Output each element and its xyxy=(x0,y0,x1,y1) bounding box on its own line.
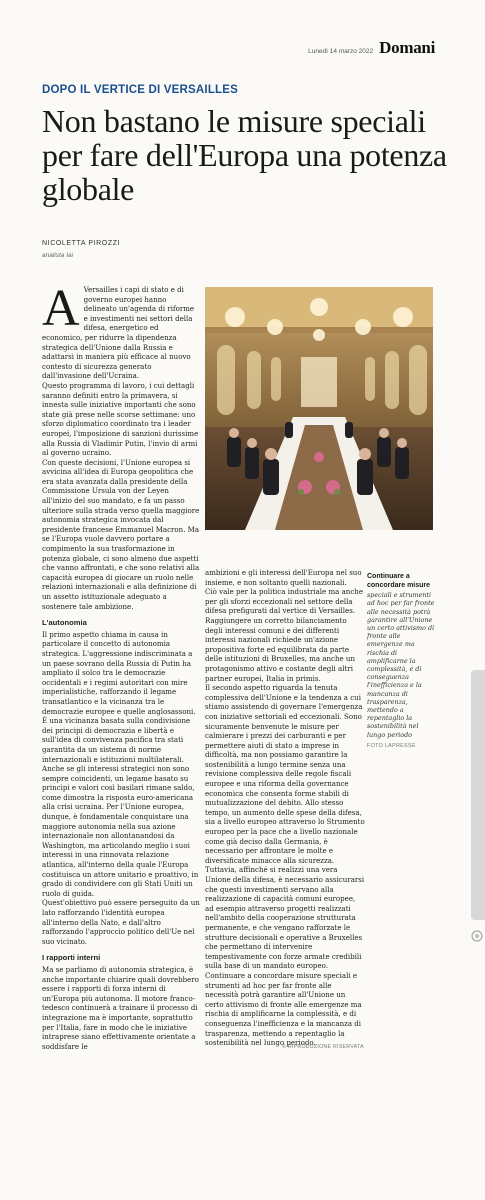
author-role: analista Iai xyxy=(42,252,74,259)
paragraph: Ma se parliamo di autonomia strategica, è anche importante chiarire quali dovrebbero essere i rapporti di forza interni di un'Europa più autonoma. Il motore franco-tedesco continuerà a trainare il processo di integrazione ma è importante, soprattutto per l'Italia, fare in modo che le iniziative intraprese siano effettivamente orientate a soddisfare le xyxy=(42,964,199,1051)
versailles-summit-photo xyxy=(205,287,433,530)
paragraph: Ciò vale per la politica industriale ma anche per gli sforzi eccezionali nel settore della difesa prefigurati dal vertice di Versailles. Raggiungere un corretto bilanciamento degli interessi comuni e dei differenti interessi nazionali richiede un'azione propositiva forte ed equilibrata da parte delle istituzioni di Bruxelles, ma anche un protagonismo attivo e costante degli altri partner europei, Italia in primis. xyxy=(205,587,363,683)
caption-body: speciali e strumenti ad hoc per far fronte alle necessità potrà garantire all'Unione un certo attivismo di fronte alle emergenze ma rischia di amplificarne la complessità, e di conseguenza l'inefficienza e la mancanza di trasparenza, mettendo a repentaglio la sostenibilità nel lungo periodo xyxy=(367,591,435,739)
article-headline: Non bastano le misure speciali per fare dell'Europa una potenza globale xyxy=(42,103,447,207)
article-kicker: DOPO IL VERTICE DI VERSAILLES xyxy=(42,84,239,96)
photo-credit: FOTO LAPRESSE xyxy=(367,742,416,749)
caption-title: Continuare a concordare misure xyxy=(367,573,431,589)
masthead xyxy=(308,38,435,58)
paragraph: Tuttavia, affinché si realizzi una vera Unione della difesa, è necessario assicurarsi che questi investimenti servano alla realizzazione di capacità comuni europee, ad esempio attraverso progetti realizzati nell'ambito della cooperazione strutturata permanente, e che vengano rafforzate le strutture decisionali e operative a Bruxelles che permettano di intervenire tempestivamente con forze armate credibili sulla base di un mandato europeo. Continuare a concordare misure speciali e strumenti ad hoc per far fronte alle necessità potrà garantire all'Unione un certo attivismo di fronte alle emergenze ma rischia di amplificarne la complessità, e di conseguenza l'inefficienza e la mancanza di trasparenza, mettendo a repentaglio la sostenibilità nel lungo periodo. xyxy=(205,865,365,1048)
article-author: NICOLETTA PIROZZI xyxy=(42,240,121,247)
subhead-autonomia: L'autonomia xyxy=(42,618,87,628)
paragraph: Il primo aspetto chiama in causa in particolare il concetto di autonomia strategica. L'aggressione indiscriminata a un paese sovrano della Russia di Putin ha ampliato il solco tra le democrazie occidentali e i regimi autoritari con mire imperialistiche, rafforzando il legame transatlantico e la vicinanza tra le democrazie europee e quelle anglosassoni. È una vicinanza basata sulla condivisione dei principi di democrazia e libertà e sull'idea di convivenza pacifica tra stati garantita da un sistema di norme internazionali e istituzioni multilaterali. xyxy=(42,629,196,764)
paragraph: Anche se gli interessi strategici non sono sempre coincidenti, un legame basato su principi e valori così basilari rimane saldo, come dimostra la risposta euro-americana alla crisi ucraina. Per l'Unione europea, dunque, è fondamentale conquistare una maggiore autonomia nella sua azione internazionale non allontanandosi da Washington, ma articolando meglio i suoi interessi in una rinnovata relazione atlantica, all'interno della quale l'Europa costituisca un attore unitario e proattivo, in grado di condividere con gli Stati Uniti un ruolo di guida. xyxy=(42,764,199,898)
copyright-notice: © RIPRODUZIONE RISERVATA xyxy=(282,1044,364,1050)
paragraph: Quest'obiettivo può essere perseguito da un lato rafforzando l'identità europea all'interno della Nato, e dall'altro rafforzando l'approccio politico dell'Ue nel suo vicinato. xyxy=(42,898,200,946)
article-column-2 xyxy=(205,568,365,1048)
drop-cap: A xyxy=(42,280,80,337)
side-scroll-tab[interactable] xyxy=(471,670,485,920)
circle-icon[interactable] xyxy=(471,930,483,942)
paragraph: ambizioni e gli interessi dell'Europa nel suo insieme, e non soltanto quelli nazionali. xyxy=(205,568,362,587)
newspaper-logo: Domani xyxy=(379,38,435,57)
paragraph: Versailles i capi di stato e di governo europei hanno delineato un'agenda di riforme e investimenti nei settori della difesa, energetico ed economico, per ridurre la dipendenza strategica dell'Unione dalla Russia e adattarsi in maniera più efficace al nuovo contesto di sicurezza generato dall'invasione dell'Ucraina. xyxy=(42,285,195,381)
photo-caption xyxy=(367,573,437,750)
photo-illustration xyxy=(205,287,433,530)
subhead-rapporti-interni: I rapporti interni xyxy=(42,953,101,963)
issue-date: Lunedì 14 marzo 2022 xyxy=(308,48,374,55)
article-column-1 xyxy=(42,280,200,1051)
paragraph: Il secondo aspetto riguarda la tenuta complessiva dell'Unione e la tendenza a cui stiamo assistendo di governare l'emergenza con iniziative settoriali ed eccezionali. Sono sicuramente benvenute le misure per calmierare i prezzi dei carburanti e per permettere aiuti di stato a imprese in difficoltà, ma non possiamo garantire la sostenibilità a lungo termine senza una revisione complessiva delle regole fiscali europee e una riforma della governance economica che consenta forme stabili di mutualizzazione del debito. Allo stesso tempo, un aumento delle spese della difesa, sia a livello europeo attraverso lo Strumento europeo per la pace che a livello nazionale come già deciso dalla Germania, è necessario per affrontare le molte e diversificate minacce alla sicurezza. xyxy=(205,683,365,865)
paragraph: Con queste decisioni, l'Unione europea si avvicina all'idea di Europa geopolitica che era stata avanzata dalla presidente della Commissione Ursula von der Leyen all'inizio del suo mandato, e fa un passo ulteriore sulla strada verso quella maggiore autonomia strategica invocata dal presidente francese Emmanuel Macron. Ma se l'Europa vuole davvero portare a compimento la sua trasformazione in potenza globale, ci sono almeno due aspetti che vanno affrontati, e che sono relativi alla capacità europea di giocare un ruolo nelle relazioni internazionali e alla definizione di un assetto istituzionale adeguato a sostenere tale ambizione. xyxy=(42,457,200,611)
paragraph: Questo programma di lavoro, i cui dettagli saranno definiti entro la primavera, si innesta sulle iniziative importanti che sono state già prese nelle scorse settimane: uno sforzo diplomatico coordinato tra i leader europei, l'imposizione di sanzioni durissime alla Russia di Vladimir Putin, l'invio di armi al governo ucraino. xyxy=(42,380,199,458)
